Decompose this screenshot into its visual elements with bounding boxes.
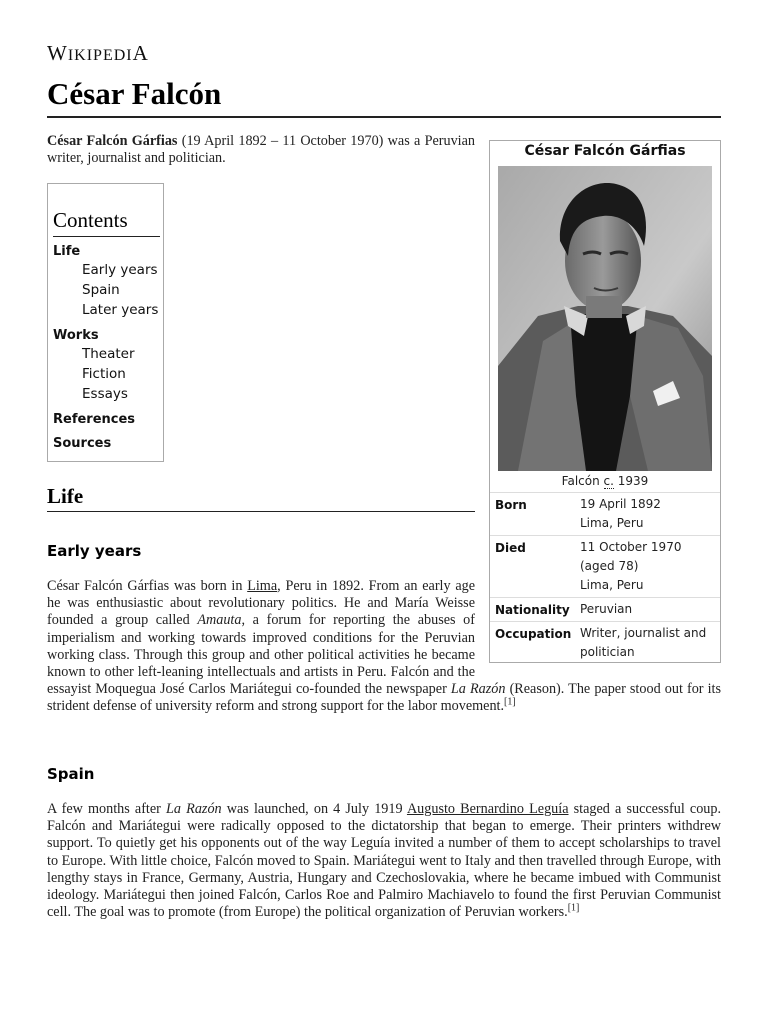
toc-item-later-years[interactable]: Later years bbox=[82, 302, 159, 318]
infobox-value: Peruvian bbox=[580, 602, 633, 616]
wikipedia-logo[interactable]: WIKIPEDIA bbox=[47, 41, 149, 65]
page-title: César Falcón bbox=[47, 76, 222, 111]
toc-item-references[interactable]: References bbox=[53, 412, 136, 427]
toc-item-essays[interactable]: Essays bbox=[82, 386, 128, 402]
photo-caption: Falcón c. 1939 bbox=[561, 474, 649, 488]
toc-item-works[interactable]: Works bbox=[53, 328, 99, 343]
toc-item-fiction[interactable]: Fiction bbox=[82, 366, 126, 382]
circa-abbr[interactable]: c. bbox=[603, 474, 614, 488]
early-years-paragraph: César Falcón Gárfias was born in Lima, Peru in 1892. From an early age he was enthusiastic about revolutionary politics. He and María Weisse founded a group called Amauta, a forum for reporting the abuses of imperialism and working towards improved conditions for the Peruvian working class. Through this group and other political activities he became known to other left-leaning intellectuals and artists in Peru. Falcón and the essayist Moquegua José Carlos Mariátegui co-founded the newspaper La Razón (Reason). The paper stood out for its strident defense of university reform and strong support for the labor movement.[1] bbox=[47, 578, 722, 715]
infobox-value: 19 April 1892 Lima, Peru bbox=[580, 497, 661, 530]
infobox-value: 11 October 1970 (aged 78) Lima, Peru bbox=[580, 540, 682, 592]
portrait-photo[interactable] bbox=[498, 166, 712, 471]
section-heading-life: Life bbox=[47, 484, 84, 508]
toc-divider bbox=[53, 236, 160, 237]
title-divider bbox=[47, 116, 721, 118]
infobox-row-died bbox=[490, 535, 720, 598]
section-divider bbox=[47, 511, 475, 512]
infobox-value: Writer, journalist and politician bbox=[580, 626, 707, 659]
infobox-row-born bbox=[490, 492, 720, 536]
reference-link[interactable]: [1] bbox=[567, 902, 580, 914]
subsection-heading-spain: Spain bbox=[47, 765, 95, 783]
toc-item-early-years[interactable]: Early years bbox=[82, 262, 158, 278]
infobox-label: Nationality bbox=[495, 603, 570, 617]
infobox-label: Occupation bbox=[495, 627, 572, 641]
infobox-row-occupation bbox=[490, 621, 720, 663]
reference-link[interactable]: [1] bbox=[504, 696, 516, 708]
lead-paragraph: César Falcón Gárfias (19 April 1892 – 11 October 1970) was a Peruvian writer, journalist and politician. bbox=[47, 133, 476, 167]
lead-bold-name: César Falcón Gárfias bbox=[47, 133, 178, 149]
table-of-contents bbox=[47, 183, 164, 462]
infobox-row-nationality bbox=[490, 597, 720, 622]
subsection-heading-early-years: Early years bbox=[47, 542, 142, 560]
spain-paragraph: A few months after La Razón was launched, on 4 July 1919 Augusto Bernardino Leguía staged a successful coup. Falcón and Mariátegui were radically opposed to the dictatorship that began to emerge. Their printers withdrew support. To quietly get his opponents out of the way Leguía invited a number of them to accept scholarships to travel to Europe. With little choice, Falcón moved to Spain. Mariátegui went to Italy and then travelled through Europe, with lengthy stays in France, Germany, Austria, Hungary and Czechoslovakia, where he became imbued with Communist ideology. Mariátegui then joined Falcón, Carlos Roe and Palmiro Machiavelo to found the first Peruvian Communist cell. The goal was to promote (from Europe) the political organization of Peruvian workers.[1] bbox=[47, 801, 722, 921]
toc-title: Contents bbox=[53, 208, 128, 232]
leguia-link[interactable]: Augusto Bernardino Leguía bbox=[406, 801, 569, 817]
toc-item-life[interactable]: Life bbox=[53, 244, 81, 259]
toc-item-spain[interactable]: Spain bbox=[82, 282, 120, 298]
toc-item-sources[interactable]: Sources bbox=[53, 436, 112, 451]
infobox-label: Born bbox=[495, 498, 527, 512]
lima-link[interactable]: Lima bbox=[247, 578, 278, 594]
infobox-label: Died bbox=[495, 541, 526, 555]
toc-item-theater[interactable]: Theater bbox=[82, 346, 135, 362]
infobox-title: César Falcón Gárfias bbox=[524, 143, 686, 159]
infobox bbox=[489, 140, 721, 663]
